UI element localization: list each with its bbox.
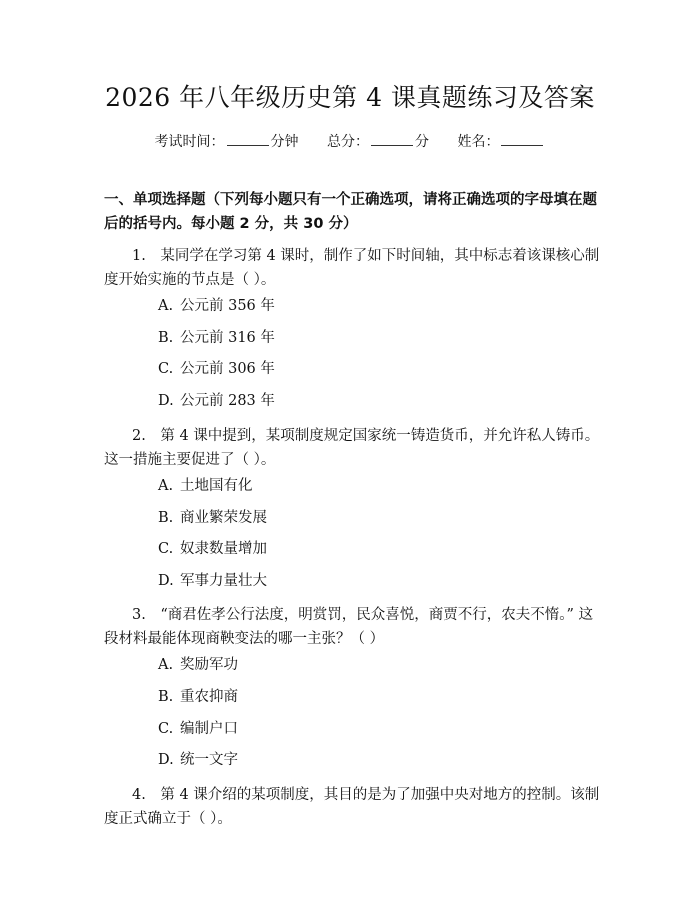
option-letter: C. [158, 361, 174, 377]
exam-time-unit: 分钟 [270, 134, 299, 150]
total-score-label: 总分： [327, 134, 369, 150]
option-text: 公元前 283 年 [180, 393, 275, 409]
total-score-unit: 分 [415, 134, 429, 150]
option-letter: D. [158, 573, 174, 589]
option-letter: D. [158, 393, 174, 409]
total-score-blank[interactable] [371, 131, 413, 146]
student-name-label: 姓名： [457, 134, 500, 150]
exam-time-blank[interactable] [227, 131, 269, 146]
student-name-field [457, 130, 545, 154]
question-3-option-b[interactable] [158, 685, 238, 709]
option-text: 公元前 356 年 [180, 298, 275, 314]
question-1-option-b[interactable] [158, 326, 275, 350]
option-letter: B. [158, 330, 174, 346]
option-letter: B. [158, 689, 174, 705]
question-3-option-c[interactable] [158, 717, 238, 741]
option-text: 土地国有化 [180, 478, 253, 494]
exam-meta-line [0, 130, 700, 154]
question-4: 4. 第 4 课介绍的某项制度，其目的是为了加强中央对地方的控制。该制度正式确立于（ ）。 [104, 787, 600, 827]
question-2-option-c[interactable] [158, 537, 267, 561]
option-letter: B. [158, 510, 174, 526]
option-text: 商业繁荣发展 [180, 510, 267, 526]
question-2-option-a[interactable] [158, 474, 253, 498]
option-letter: C. [158, 541, 174, 557]
question-3-option-d[interactable] [158, 748, 238, 772]
question-3: 3. “商君佐孝公行法度，明赏罚，民众喜悦，商贾不行，农夫不惰。” 这段材料最能体现商鞅变法的哪一主张？（ ） [104, 607, 594, 647]
exam-time-field [155, 130, 299, 154]
option-letter: C. [158, 721, 174, 737]
option-text: 编制户口 [180, 721, 238, 737]
question-1-option-d[interactable] [158, 389, 275, 413]
section-title: 一、单项选择题（下列每小题只有一个正确选项，请将正确选项的字母填在题后的括号内。每小题 2 分，共 30 分） [104, 192, 597, 232]
question-1-option-a[interactable] [158, 294, 275, 318]
student-name-blank[interactable] [501, 131, 543, 146]
question-1: 1. 某同学在学习第 4 课时，制作了如下时间轴，其中标志着该课核心制度开始实施的节点是（ ）。 [104, 248, 600, 288]
document-title: 2026 年八年级历史第 4 课真题练习及答案 [105, 83, 595, 112]
option-text: 军事力量壮大 [180, 573, 267, 589]
option-text: 公元前 306 年 [180, 361, 275, 377]
option-text: 重农抑商 [180, 689, 238, 705]
option-letter: A. [158, 657, 174, 673]
option-text: 统一文字 [180, 752, 238, 768]
option-letter: D. [158, 752, 174, 768]
question-3-option-a[interactable] [158, 653, 238, 677]
question-1-option-c[interactable] [158, 357, 275, 381]
question-2: 2. 第 4 课中提到，某项制度规定国家统一铸造货币，并允许私人铸币。这一措施主要促进了（ ）。 [104, 428, 600, 468]
option-text: 公元前 316 年 [180, 330, 275, 346]
option-letter: A. [158, 298, 174, 314]
question-2-option-b[interactable] [158, 506, 267, 530]
option-text: 奴隶数量增加 [180, 541, 267, 557]
total-score-field [327, 130, 429, 154]
question-2-option-d[interactable] [158, 569, 267, 593]
option-letter: A. [158, 478, 174, 494]
exam-time-label: 考试时间： [154, 134, 225, 150]
option-text: 奖励军功 [180, 657, 238, 673]
